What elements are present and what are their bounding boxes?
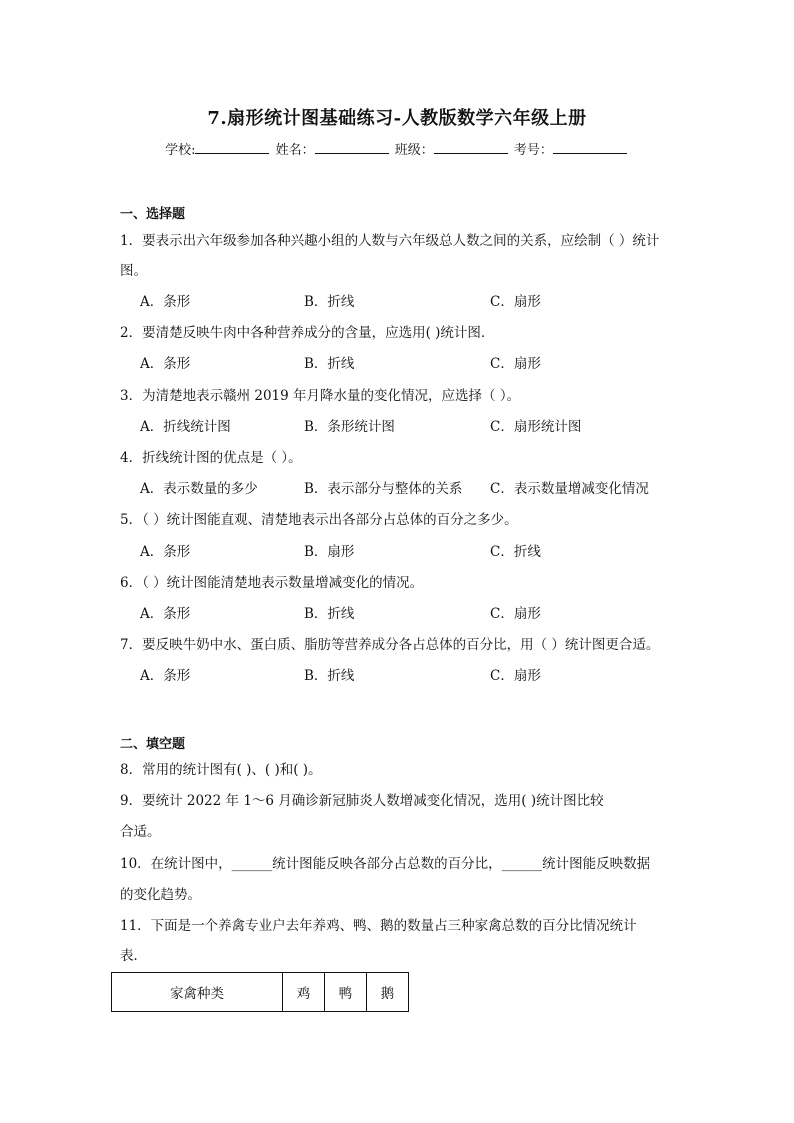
exam-number-label: 考号： bbox=[513, 143, 553, 158]
question-8-text: 8．常用的统计图有( )、( )和( )。 bbox=[120, 762, 322, 778]
table-row bbox=[112, 973, 409, 1012]
question-6-option-c: C．扇形 bbox=[490, 606, 541, 622]
school-label: 学校: bbox=[165, 143, 196, 158]
page-title: 7.扇形统计图基础练习-人教版数学六年级上册 bbox=[207, 108, 587, 129]
question-6-text: 6．（ ）统计图能清楚地表示数量增减变化的情况。 bbox=[120, 575, 424, 591]
question-7-option-b: B．折线 bbox=[304, 668, 355, 684]
name-label: 姓名： bbox=[275, 143, 315, 158]
question-4-option-a: A．表示数量的多少 bbox=[140, 481, 258, 497]
question-7-option-a: A．条形 bbox=[140, 668, 191, 684]
question-3-option-a: A．折线统计图 bbox=[140, 419, 231, 435]
section-heading-fill-in: 二、填空题 bbox=[120, 737, 186, 752]
question-5-option-c: C．折线 bbox=[490, 544, 541, 560]
exam-number-blank[interactable] bbox=[553, 141, 627, 154]
table-header-poultry-type: 家禽种类 bbox=[112, 973, 283, 1012]
question-1-text: 1．要表示出六年级参加各种兴趣小组的人数与六年级总人数之间的关系，应绘制（ ）统计 bbox=[120, 233, 660, 249]
question-9-text: 9．要统计 2022 年 1～6 月确诊新冠肺炎人数增减变化情况，选用( )统计图比较 bbox=[120, 793, 604, 809]
table-col-duck: 鸭 bbox=[325, 973, 367, 1012]
name-blank[interactable] bbox=[315, 141, 389, 154]
question-4-text: 4．折线统计图的优点是（ ）。 bbox=[120, 450, 302, 466]
school-blank[interactable] bbox=[195, 141, 269, 154]
table-col-chicken: 鸡 bbox=[283, 973, 325, 1012]
question-11-text: 11．下面是一个养禽专业户去年养鸡、鸭、鹅的数量占三种家禽总数的百分比情况统计 bbox=[120, 918, 637, 934]
class-label: 班级： bbox=[394, 143, 434, 158]
question-4-option-c: C．表示数量增减变化情况 bbox=[490, 481, 649, 497]
question-4-option-b: B．表示部分与整体的关系 bbox=[304, 481, 463, 497]
question-9-text-cont: 合适。 bbox=[120, 824, 161, 840]
question-1-text-cont: 图。 bbox=[120, 263, 147, 279]
question-10-text: 10．在统计图中，______统计图能反映各部分占总数的百分比，______统计图能反映数据 bbox=[120, 856, 651, 872]
question-5-text: 5．（ ）统计图能直观、清楚地表示出各部分占总体的百分之多少。 bbox=[120, 512, 518, 528]
question-3-option-b: B．条形统计图 bbox=[304, 419, 395, 435]
question-2-option-c: C．扇形 bbox=[490, 356, 541, 372]
question-5-option-b: B．扇形 bbox=[304, 544, 355, 560]
question-2-text: 2．要清楚反映牛肉中各种营养成分的含量，应选用( )统计图． bbox=[120, 325, 495, 341]
question-11-text-cont: 表． bbox=[120, 948, 147, 964]
student-info-line bbox=[0, 139, 794, 158]
table-col-goose: 鹅 bbox=[367, 973, 409, 1012]
question-6-option-b: B．折线 bbox=[304, 606, 355, 622]
question-1-option-c: C．扇形 bbox=[490, 294, 541, 310]
question-1-option-b: B．折线 bbox=[304, 294, 355, 310]
question-5-option-a: A．条形 bbox=[140, 544, 191, 560]
question-3-text: 3．为清楚地表示赣州 2019 年月降水量的变化情况，应选择（ ）。 bbox=[120, 388, 521, 404]
question-10-text-cont: 的变化趋势。 bbox=[120, 887, 201, 903]
section-heading-choice: 一、选择题 bbox=[120, 207, 186, 222]
question-6-option-a: A．条形 bbox=[140, 606, 191, 622]
question-7-text: 7．要反映牛奶中水、蛋白质、脂肪等营养成分各占总体的百分比，用（ ）统计图更合适。 bbox=[120, 637, 660, 653]
question-2-option-b: B．折线 bbox=[304, 356, 355, 372]
question-3-option-c: C．扇形统计图 bbox=[490, 419, 582, 435]
poultry-table bbox=[111, 972, 409, 1012]
class-blank[interactable] bbox=[434, 141, 508, 154]
question-7-option-c: C．扇形 bbox=[490, 668, 541, 684]
question-2-option-a: A．条形 bbox=[140, 356, 191, 372]
question-1-option-a: A．条形 bbox=[140, 294, 191, 310]
